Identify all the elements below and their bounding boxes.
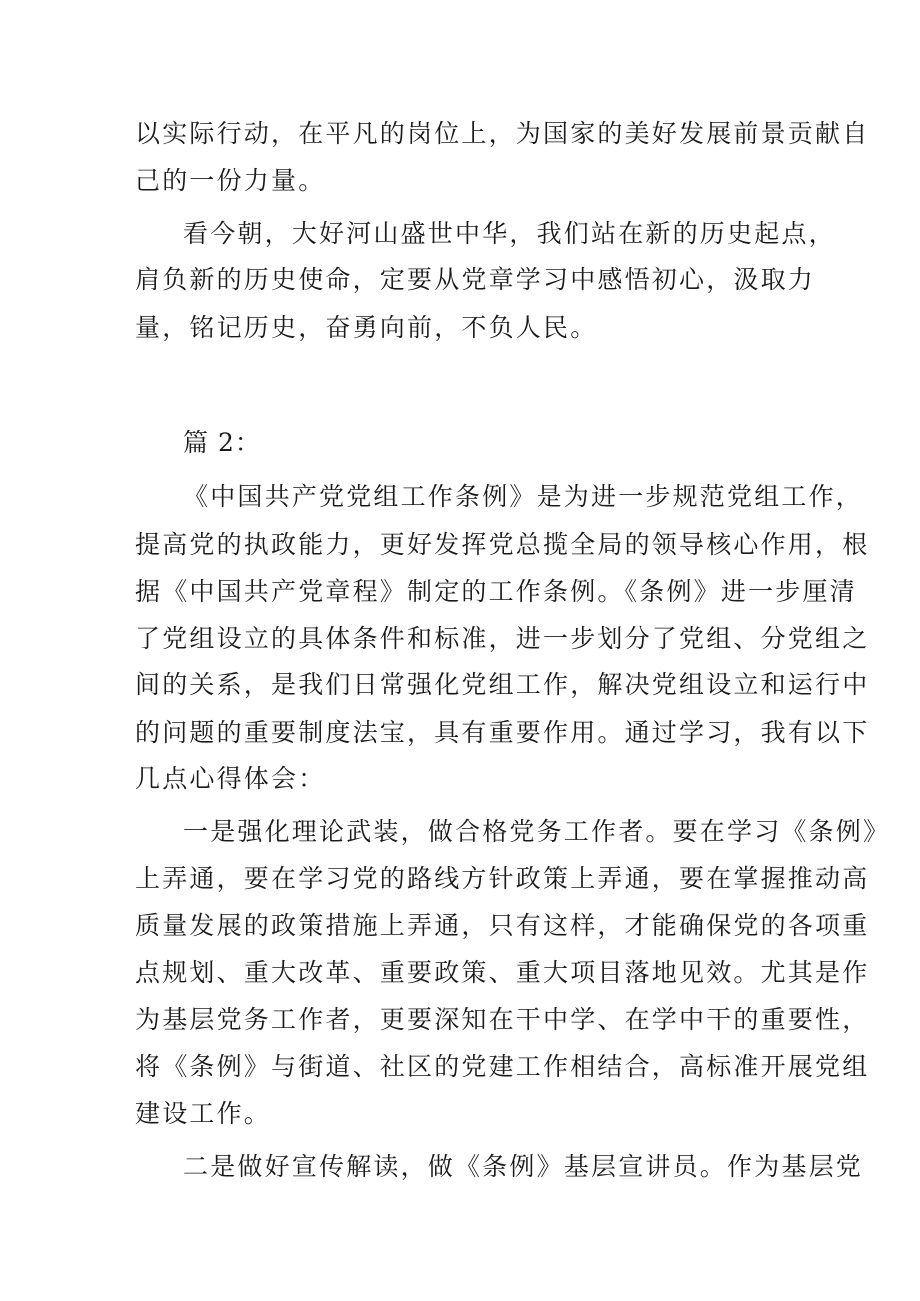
paragraph-4-line-2: 上弄通，要在学习党的路线方针政策上弄通，要在掌握推动高 bbox=[135, 864, 870, 893]
paragraph-2-line-3: 量，铭记历史，奋勇向前，不负人民。 bbox=[135, 313, 598, 342]
paragraph-2-line-1: 看今朝，大好河山盛世中华，我们站在新的历史起点， bbox=[183, 219, 836, 248]
paragraph-3-line-4: 了党组设立的具体条件和标准，进一步划分了党组、分党组之 bbox=[135, 624, 870, 653]
paragraph-4-line-7: 建设工作。 bbox=[135, 1099, 272, 1128]
paragraph-3-line-5: 间的关系，是我们日常强化党组工作，解决党组设立和运行中 bbox=[135, 670, 870, 699]
paragraph-5-line-1: 二是做好宣传解读，做《条例》基层宣讲员。作为基层党 bbox=[183, 1152, 864, 1181]
paragraph-3-line-2: 提高党的执政能力，更好发挥党总揽全局的领导核心作用，根 bbox=[135, 530, 870, 559]
paragraph-4-line-4: 点规划、重大改革、重要政策、重大项目落地见效。尤其是作 bbox=[135, 958, 870, 987]
paragraph-4-line-1: 一是强化理论武装，做合格党务工作者。要在学习《条例》 bbox=[183, 817, 891, 846]
paragraph-4-line-6: 将《条例》与街道、社区的党建工作相结合，高标准开展党组 bbox=[135, 1052, 870, 1081]
paragraph-1-line-1: 以实际行动，在平凡的岗位上，为国家的美好发展前景贡献自 bbox=[135, 119, 870, 148]
paragraph-3-line-6: 的问题的重要制度法宝，具有重要作用。通过学习，我有以下 bbox=[135, 718, 870, 747]
section-heading: 篇 2： bbox=[183, 428, 261, 457]
paragraph-2-line-2: 肩负新的历史使命，定要从党章学习中感悟初心，汲取力 bbox=[135, 265, 816, 294]
paragraph-3-line-3: 据《中国共产党章程》制定的工作条例。《条例》进一步厘清 bbox=[135, 577, 857, 606]
paragraph-4-line-5: 为基层党务工作者，更要深知在干中学、在学中干的重要性， bbox=[135, 1005, 870, 1034]
paragraph-1-line-2: 己的一份力量。 bbox=[135, 166, 326, 195]
paragraph-4-line-3: 质量发展的政策措施上弄通，只有这样，才能确保党的各项重 bbox=[135, 911, 870, 940]
paragraph-3-line-7: 几点心得体会： bbox=[135, 764, 326, 793]
paragraph-3-line-1: 《中国共产党党组工作条例》是为进一步规范党组工作， bbox=[183, 482, 864, 511]
